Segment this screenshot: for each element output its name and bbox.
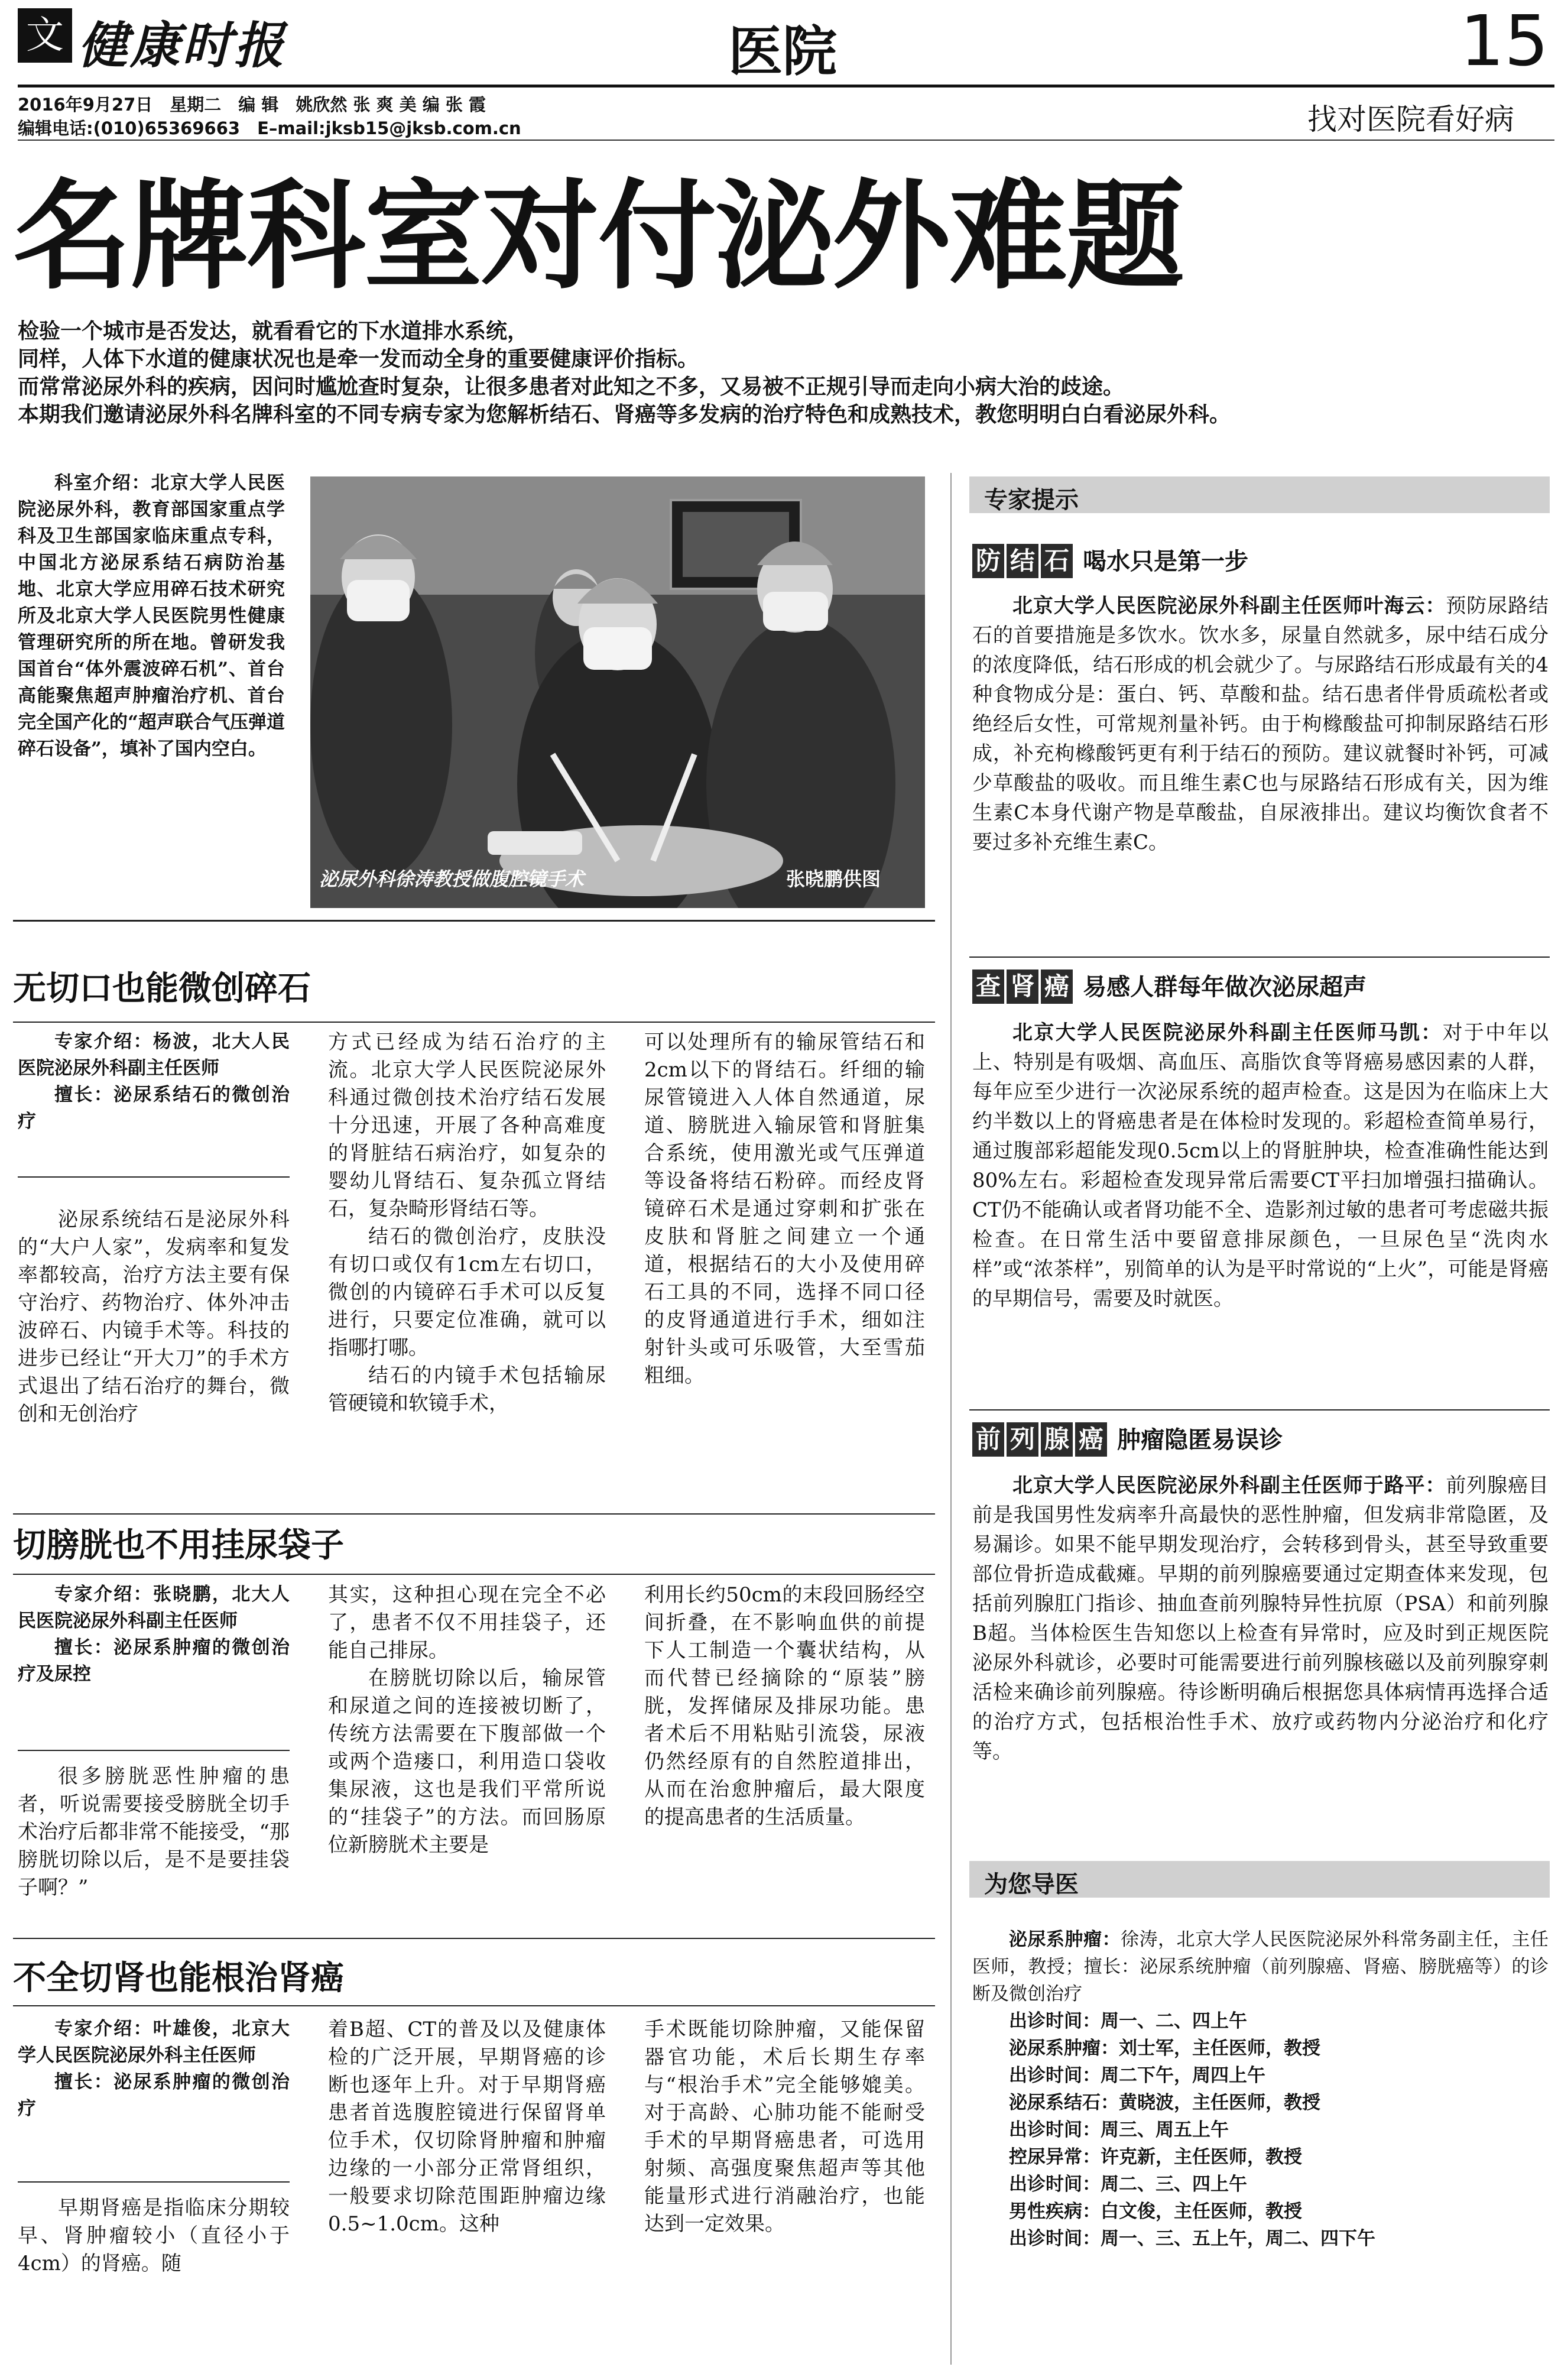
tip-header <box>972 968 1367 1004</box>
article-column <box>644 1029 925 1390</box>
expert-label: 专家介绍： <box>54 1031 153 1052</box>
guide-value: 周二下午，周四上午 <box>1101 2065 1265 2086</box>
guide-label: 泌尿系肿瘤： <box>1009 1929 1121 1950</box>
section-slogan: 找对医院看好病 <box>1307 102 1514 137</box>
section-divider <box>13 1574 935 1575</box>
tip-title: 肿瘤隐匿易误诊 <box>1117 1426 1283 1454</box>
expert-info <box>18 1029 290 1135</box>
article-paragraph: 很多膀胱恶性肿瘤的患者，听说需要接受膀胱全切手术治疗后都非常不能接受，“那膀胱切除以后，是不是要挂袋子啊？” <box>18 1765 290 1899</box>
tip-body <box>972 1018 1549 1314</box>
expert-tips-heading: 专家提示 <box>984 487 1079 514</box>
tag-char: 肾 <box>1007 969 1038 1004</box>
article-paragraph: 可以处理所有的输尿管结石和2cm以下的肾结石。纤细的输尿管镜进入人体自然通道，尿道、膀胱进入输尿管和肾脏集合系统，使用激光或气压弹道等设备将结石粉碎。而经皮肾镜碎石术是通过穿刺和扩张在皮肤和肾脏之间建立一个通道，根据结石的大小及使用碎石工具的不同，选择不同口径的皮肾通道进行手术，细如注射针头或可乐吸管，大至雪茄粗细。 <box>644 1030 925 1387</box>
tip-divider <box>969 956 1550 958</box>
guide-intro <box>972 1926 1549 2008</box>
article-paragraph: 结石的微创治疗，皮肤没有切口或仅有1cm左右切口，微创的内镜碎石手术可以反复进行，只要定位准确，就可以指哪打哪。 <box>328 1225 606 1360</box>
tip-lead: 北京大学人民医院泌尿外科副主任医师于路平： <box>1012 1474 1446 1497</box>
expert-name: 张晓鹏，北大人民医院泌尿外科副主任医师 <box>18 1584 290 1632</box>
section-title: 医院 <box>728 20 838 83</box>
specialty-label: 擅长： <box>54 1084 114 1105</box>
tag-char: 结 <box>1007 544 1038 578</box>
tip-body <box>972 591 1549 857</box>
tag-char: 列 <box>1007 1422 1038 1457</box>
guide-label: 男性疾病： <box>1009 2201 1101 2222</box>
column-rule <box>950 473 952 2365</box>
masthead-divider <box>18 85 1554 87</box>
guide-value: 白文俊，主任医师，教授 <box>1101 2201 1302 2222</box>
tip-lead: 北京大学人民医院泌尿外科副主任医师马凯： <box>1012 1021 1443 1045</box>
section-title: 切膀胱也不用挂尿袋子 <box>13 1526 344 1565</box>
section-divider <box>13 1938 935 1939</box>
tag-char: 癌 <box>1041 969 1073 1004</box>
expert-label: 专家介绍： <box>54 2018 153 2039</box>
tip-divider <box>969 1409 1550 1411</box>
guide-value: 徐涛，北京大学人民医院泌尿外科常务副主任，主任医师，教授；擅长：泌尿系统肿瘤（前列腺癌、肾癌、膀胱癌等）的诊断及微创治疗 <box>972 1929 1549 2005</box>
guide-label: 出诊时间： <box>1009 2011 1101 2032</box>
article-paragraph: 手术既能切除肿瘤，又能保留器官功能，术后长期生存率与“根治手术”完全能够媲美。对于高龄、心肺功能不能耐受手术的早期肾癌患者，可选用射频、高强度聚焦超声等其他能量形式进行消融治疗，也能达到一定效果。 <box>644 2018 925 2236</box>
guide-row <box>972 2008 1549 2035</box>
article-column <box>18 1763 290 1902</box>
guide-value: 许克新，主任医师，教授 <box>1101 2146 1302 2168</box>
specialty-text: 泌尿系肿瘤的微创治疗及尿控 <box>18 1637 290 1685</box>
header-divider <box>18 140 1554 141</box>
photo-caption: 泌尿外科徐涛教授做腹腔镜手术 <box>319 868 585 890</box>
intro-line: 本期我们邀请泌尿外科名牌科室的不同专病专家为您解析结石、肾癌等多发病的治疗特色和成熟技术，教您明明白白看泌尿外科。 <box>18 403 1231 427</box>
masthead-logo: 文 <box>18 8 72 63</box>
specialty-text: 泌尿系结石的微创治疗 <box>18 1084 290 1132</box>
guide-row <box>972 2062 1549 2089</box>
specialty-label: 擅长： <box>54 1637 114 1658</box>
tip-text: 前列腺癌目前是我国男性发病率升高最快的恶性肿瘤，但发病非常隐匿，及易漏诊。如果不能早期发现治疗，会转移到骨头，甚至导致重要部位骨折造成截瘫。早期的前列腺癌要通过定期查体来发现，包括前列腺肛门指诊、抽血查前列腺特异性抗原（PSA）和前列腺B超。当体检医生告知您以上检查有异常时，应及时到正规医院泌尿外科就诊，必要时可能需要进行前列腺核磁以及前列腺穿刺活检来确诊前列腺癌。待诊断明确后根据您具体病情再选择合适的治疗方式，包括根治性手术、放疗或药物内分泌治疗和化疗等。 <box>972 1474 1549 1763</box>
department-intro-label: 科室介绍： <box>54 472 151 494</box>
tip-title: 易感人群每年做次泌尿超声 <box>1083 974 1367 1001</box>
guide-row <box>972 2035 1549 2062</box>
guide-row <box>972 2116 1549 2144</box>
article-paragraph: 着B超、CT的普及以及健康体检的广泛开展，早期肾癌的诊断也逐年上升。对于早期肾癌患者首选腹腔镜进行保留肾单位手术，仅切除肾肿瘤和肿瘤边缘的一小部分正常肾组织，一般要求切除范围距肿瘤边缘0.5~1.0cm。这种 <box>328 2018 606 2236</box>
surgery-illustration <box>310 476 925 908</box>
article-column <box>644 2016 925 2238</box>
section-title: 无切口也能微创碎石 <box>13 969 311 1008</box>
guide-label: 控尿异常： <box>1009 2146 1101 2168</box>
article-column <box>18 1206 290 1428</box>
newspaper-name: 健康时报 <box>78 16 287 74</box>
dateline: 2016年9月27日 星期二 编 辑 姚欣然 张 爽 美 编 张 霞 <box>18 95 486 115</box>
photo-credit: 张晓鹏供图 <box>786 868 881 890</box>
section-divider <box>13 920 935 922</box>
column-divider <box>18 1750 290 1751</box>
section-divider <box>13 1022 935 1023</box>
article-paragraph: 在膀胱切除以后，输尿管和尿道之间的连接被切断了，传统方法需要在下腹部做一个或两个造瘘口，利用造口袋收集尿液，这也是我们平常所说的“挂袋子”的方法。而回肠原位新膀胱术主要是 <box>328 1666 606 1857</box>
tag-char: 石 <box>1041 544 1073 578</box>
guide-row <box>972 2144 1549 2171</box>
guide-value: 黄晓波，主任医师，教授 <box>1119 2092 1320 2113</box>
tag-char: 癌 <box>1075 1422 1107 1457</box>
guide-label: 泌尿系肿瘤： <box>1009 2038 1119 2059</box>
intro-line: 检验一个城市是否发达，就看看它的下水道排水系统， <box>18 319 529 343</box>
tip-lead: 北京大学人民医院泌尿外科副主任医师叶海云： <box>1012 594 1446 618</box>
expert-name: 杨波，北大人民医院泌尿外科副主任医师 <box>18 1031 290 1079</box>
department-intro <box>18 470 285 763</box>
article-column <box>328 2016 606 2238</box>
tag-char: 前 <box>972 1422 1004 1457</box>
specialty-label: 擅长： <box>54 2071 114 2093</box>
main-headline: 名牌科室对付泌外难题 <box>13 167 1184 306</box>
intro-paragraph <box>18 317 1543 429</box>
guide-label: 出诊时间： <box>1009 2065 1101 2086</box>
guide-value: 周一、二、四上午 <box>1101 2011 1247 2032</box>
guide-label: 泌尿系结石： <box>1009 2092 1119 2113</box>
tip-header <box>972 1421 1283 1457</box>
tip-title: 喝水只是第一步 <box>1083 548 1249 575</box>
guide-row <box>972 2089 1549 2116</box>
guide-label: 出诊时间： <box>1009 2119 1101 2141</box>
intro-line: 而常常泌尿外科的疾病，因问时尴尬查时复杂，让很多患者对此知之不多，又易被不正规引导而走向小病大治的歧途。 <box>18 375 1125 399</box>
guide-value: 刘士军，主任医师，教授 <box>1119 2038 1320 2059</box>
expert-name: 叶雄俊，北京大学人民医院泌尿外科主任医师 <box>18 2018 290 2066</box>
article-paragraph: 方式已经成为结石治疗的主流。北京大学人民医院泌尿外科通过微创技术治疗结石发展十分迅速，开展了各种高难度的肾脏结石病治疗，如复杂的婴幼儿肾结石、复杂孤立肾结石，复杂畸形肾结石等。 <box>328 1030 606 1221</box>
article-column <box>328 1029 606 1418</box>
guide-value: 周二、三、四上午 <box>1101 2174 1247 2195</box>
tip-text: 预防尿路结石的首要措施是多饮水。饮水多，尿量自然就多，尿中结石成分的浓度降低，结石形成的机会就少了。与尿路结石形成最有关的4种食物成分是：蛋白、钙、草酸和盐。结石患者伴骨质疏松者或绝经后女性，可常规剂量补钙。由于枸橼酸盐可抑制尿路结石形成，补充枸橼酸钙更有利于结石的预防。建议就餐时补钙，可减少草酸盐的吸收。而且维生素C也与尿路结石形成有关，因为维生素C本身代谢产物是草酸盐，自尿液排出。建议均衡饮食者不要过多补充维生素C。 <box>972 594 1549 854</box>
department-intro-text: 北京大学人民医院泌尿外科，教育部国家重点学科及卫生部国家临床重点专科，中国北方泌尿系结石病防治基地、北京大学应用碎石技术研究所及北京大学人民医院男性健康管理研究所的所在地。曾研发我国首台“体外震波碎石机”、首台高能聚焦超声肿瘤治疗机、首台完全国产化的“超声联合气压弹道碎石设备”，填补了国内空白。 <box>18 472 285 760</box>
article-paragraph: 利用长约50cm的末段回肠经空间折叠，在不影响血供的前提下人工制造一个囊状结构，从而代替已经摘除的“原装”膀胱，发挥储尿及排尿功能。患者术后不用粘贴引流袋，尿液仍然经原有的自然腔道排出，从而在治愈肿瘤后，最大限度的提高患者的生活质量。 <box>644 1583 925 1829</box>
column-divider <box>18 1176 290 1178</box>
section-divider <box>13 1513 935 1515</box>
article-paragraph: 其实，这种担心现在完全不必了，患者不仅不用挂袋子，还能自己排尿。 <box>328 1583 606 1662</box>
expert-info <box>18 2016 290 2122</box>
surgery-photo <box>310 476 925 908</box>
page-number: 15 <box>1460 0 1549 82</box>
section-title: 不全切肾也能根治肾癌 <box>13 1959 344 1998</box>
article-paragraph: 早期肾癌是指临床分期较早、肾肿瘤较小（直径小于4cm）的肾癌。随 <box>18 2196 290 2275</box>
guide-value: 周一、三、五上午，周二、四下午 <box>1101 2228 1375 2249</box>
column-divider <box>18 2181 290 2183</box>
tag-char: 腺 <box>1041 1422 1073 1457</box>
guide-list <box>972 1926 1549 2252</box>
guide-row <box>972 2225 1549 2252</box>
specialty-text: 泌尿系肿瘤的微创治疗 <box>18 2071 290 2119</box>
guide-label: 出诊时间： <box>1009 2228 1101 2249</box>
editor-contact: 编辑电话:(010)65369663 E–mail:jksb15@jksb.com.cn <box>18 118 521 138</box>
tag-char: 防 <box>972 544 1004 578</box>
guide-heading: 为您导医 <box>984 1871 1079 1898</box>
tip-text: 对于中年以上、特别是有吸烟、高血压、高脂饮食等肾癌易感因素的人群，每年应至少进行一次泌尿系统的超声检查。这是因为在临床上大约半数以上的肾癌患者是在体检时发现的。彩超检查简单易行，通过腹部彩超能发现0.5cm以上的肾脏肿块，检查准确性能达到80%左右。彩超检查发现异常后需要CT平扫加增强扫描确认。CT仍不能确认或者肾功能不全、造影剂过敏的患者可考虑磁共振检查。在日常生活中要留意排尿颜色，一旦尿色呈“洗肉水样”或“浓茶样”，别简单的认为是平时常说的“上火”，可能是肾癌的早期信号，需要及时就医。 <box>972 1021 1549 1311</box>
section-divider <box>13 2005 935 2006</box>
article-column <box>328 1581 606 1859</box>
article-column <box>644 1581 925 1831</box>
guide-value: 周三、周五上午 <box>1101 2119 1229 2141</box>
intro-line: 同样，人体下水道的健康状况也是牵一发而动全身的重要健康评价指标。 <box>18 347 699 371</box>
guide-row <box>972 2198 1549 2225</box>
tip-header <box>972 543 1248 578</box>
tag-char: 查 <box>972 969 1004 1004</box>
article-column <box>18 2194 290 2278</box>
guide-label: 出诊时间： <box>1009 2174 1101 2195</box>
article-paragraph: 结石的内镜手术包括输尿管硬镜和软镜手术， <box>328 1364 606 1415</box>
tip-body <box>972 1471 1549 1766</box>
expert-info <box>18 1581 290 1688</box>
expert-label: 专家介绍： <box>54 1584 153 1605</box>
article-paragraph: 泌尿系统结石是泌尿外科的“大户人家”，发病率和复发率都较高，治疗方法主要有保守治疗、药物治疗、体外冲击波碎石、内镜手术等。科技的进步已经让“开大刀”的手术方式退出了结石治疗的舞台，微创和无创治疗 <box>18 1208 290 1426</box>
guide-row <box>972 2171 1549 2198</box>
